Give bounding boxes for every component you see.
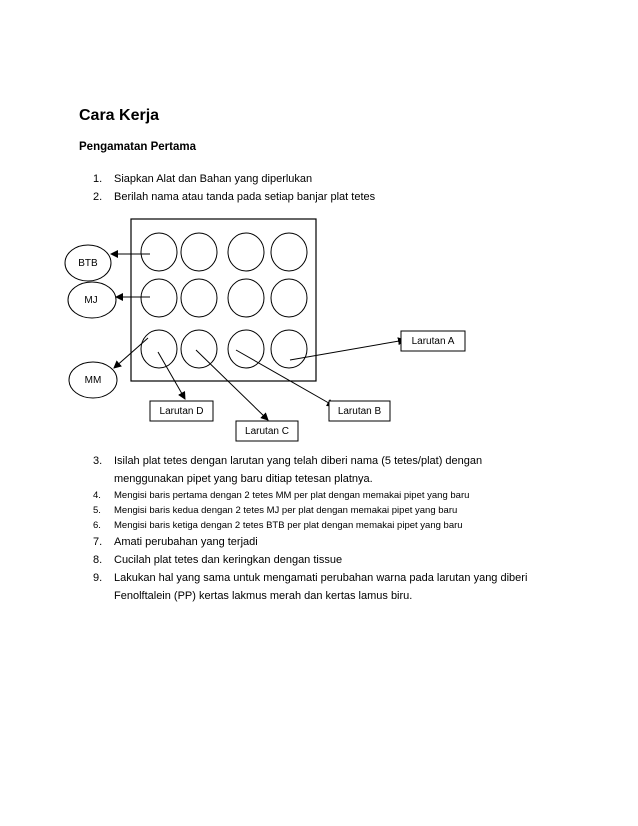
list-number: 4. — [93, 490, 101, 501]
well — [181, 279, 217, 317]
well — [228, 330, 264, 368]
list-text: Isilah plat tetes dengan larutan yang telah diberi nama (5 tetes/plat) dengan menggunakan pipet yang baru ditiap tetesan platnya. — [114, 455, 483, 485]
well — [141, 279, 177, 317]
arrows — [111, 254, 405, 420]
list-item — [93, 569, 534, 605]
plate-wells — [141, 233, 307, 368]
list-text: Cucilah plat tetes dan keringkan dengan tissue — [114, 554, 343, 566]
list-text: Berilah nama atau tanda pada setiap banjar plat tetes — [114, 191, 376, 203]
row-label-mm: MM — [84, 374, 102, 386]
list-text: Mengisi baris pertama dengan 2 tetes MM per plat dengan memakai pipet yang baru — [114, 490, 470, 501]
list-number: 3. — [93, 455, 103, 467]
list-text: Lakukan hal yang sama untuk mengamati perubahan warna pada larutan yang diberi Fenolftalein (PP) kertas lakmus merah dan kertas lamus biru. — [114, 572, 528, 602]
well — [141, 233, 177, 271]
well — [181, 330, 217, 368]
list-text: Mengisi baris kedua dengan 2 tetes MJ per plat dengan memakai pipet yang baru — [114, 505, 458, 516]
arrow-larutan-b — [236, 350, 334, 406]
well — [271, 279, 307, 317]
list-number: 9. — [93, 572, 103, 584]
row-label-mj: MJ — [84, 294, 98, 306]
list-text: Siapkan Alat dan Bahan yang diperlukan — [114, 173, 313, 185]
list-text: Mengisi baris ketiga dengan 2 tetes BTB per plat dengan memakai pipet yang baru — [114, 520, 463, 531]
solution-label-c: Larutan C — [245, 425, 289, 437]
well — [181, 233, 217, 271]
well — [228, 233, 264, 271]
well — [228, 279, 264, 317]
list-number: 1. — [93, 173, 103, 185]
list-text: Amati perubahan yang terjadi — [114, 536, 258, 548]
list-item — [93, 503, 534, 518]
list-item — [93, 452, 534, 488]
arrow-larutan-d — [158, 352, 185, 399]
row-label-btb: BTB — [78, 257, 98, 269]
procedure-list-second — [93, 452, 534, 605]
list-item — [93, 518, 534, 533]
list-number: 6. — [93, 520, 101, 531]
list-number: 7. — [93, 536, 103, 548]
well — [271, 330, 307, 368]
list-number: 5. — [93, 505, 101, 516]
list-item — [93, 551, 534, 569]
list-item — [93, 533, 534, 551]
solution-label-a: Larutan A — [411, 335, 455, 347]
plate-outline — [131, 219, 316, 381]
well — [141, 330, 177, 368]
well — [271, 233, 307, 271]
solution-label-d: Larutan D — [159, 405, 204, 417]
list-item — [93, 488, 534, 503]
page-title: Cara Kerja — [79, 107, 160, 124]
solution-label-b: Larutan B — [337, 405, 382, 417]
section-subtitle: Pengamatan Pertama — [79, 141, 196, 153]
list-number: 8. — [93, 554, 103, 566]
list-number: 2. — [93, 191, 103, 203]
